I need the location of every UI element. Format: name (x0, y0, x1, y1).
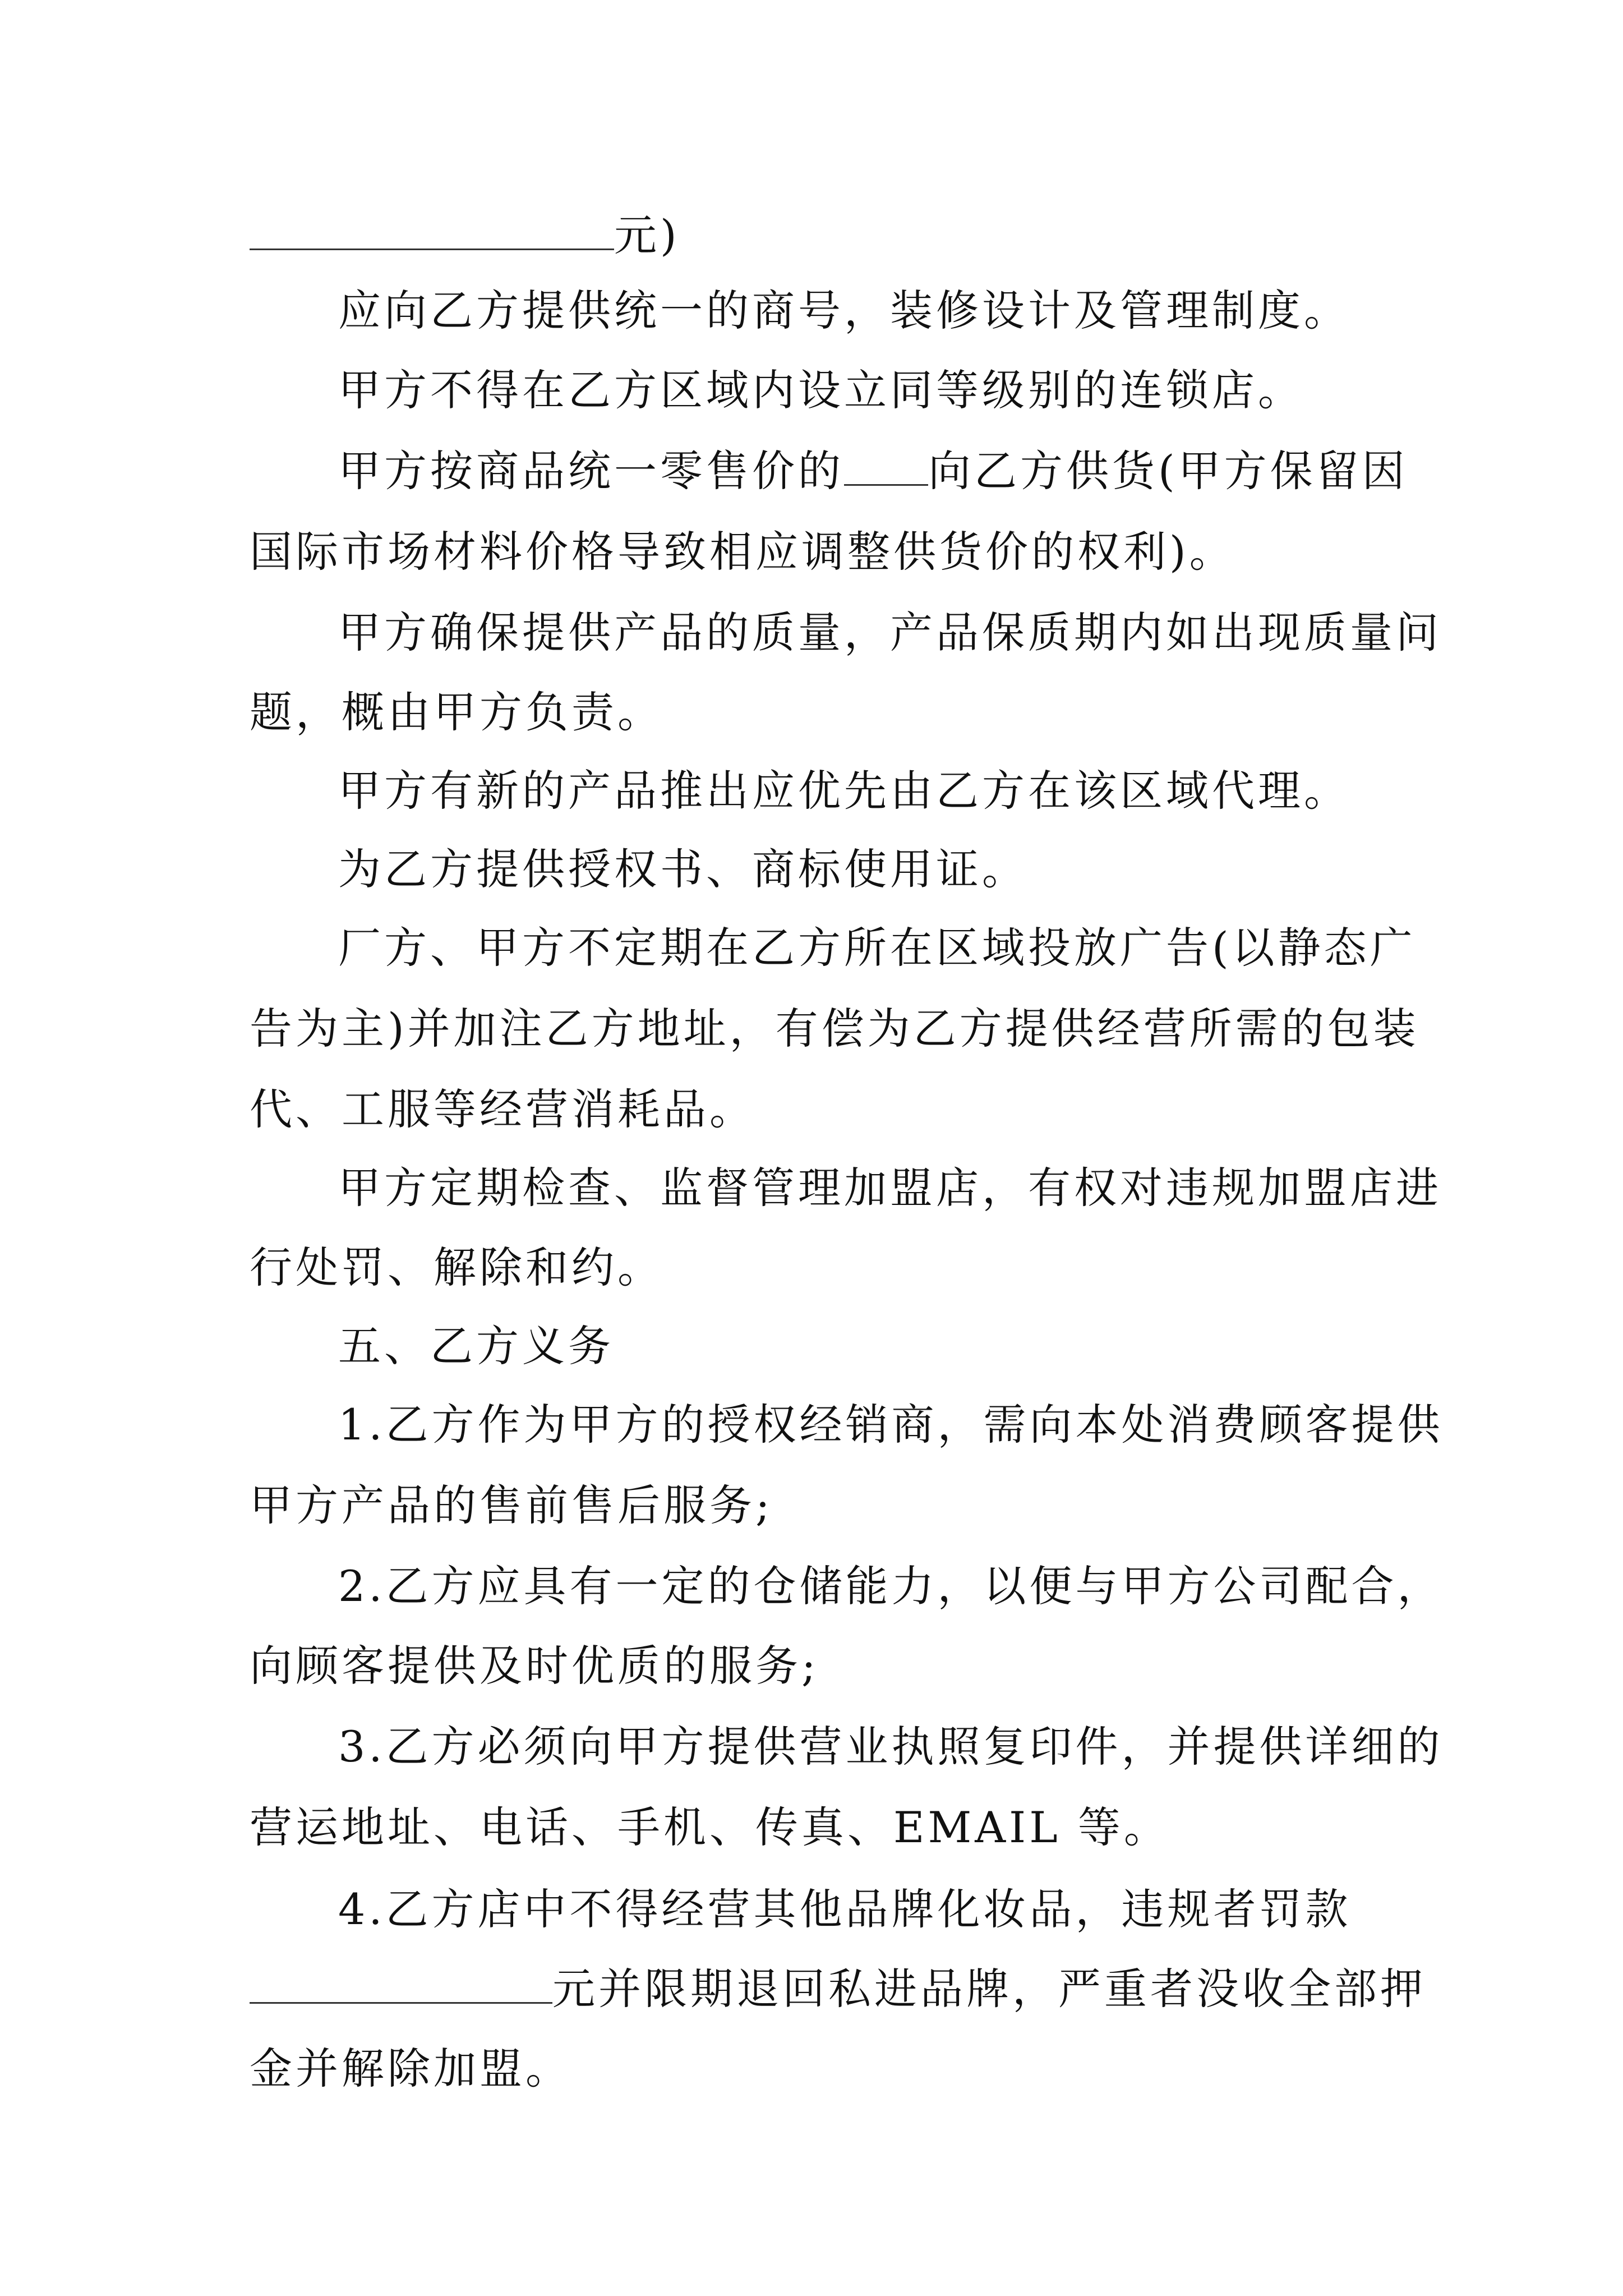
line-text: 向乙方供货(甲方保留因 (928, 446, 1408, 496)
doc-line-7: 题，概由甲方负责。 (250, 687, 663, 737)
doc-line-3: 甲方不得在乙方区域内设立同等级别的连锁店。 (338, 365, 1304, 415)
doc-line-16: 1.乙方作为甲方的授权经销商，需向本处消费顾客提供 (338, 1400, 1444, 1450)
doc-line-10: 厂方、甲方不定期在乙方所在区域投放广告(以静态广 (338, 923, 1416, 973)
doc-line-12: 代、工服等经营消耗品。 (250, 1084, 755, 1134)
doc-line-19: 向顾客提供及时优质的服务; (250, 1641, 819, 1691)
doc-line-6: 甲方确保提供产品的质量，产品保质期内如出现质量问 (338, 608, 1442, 657)
doc-line-1 (250, 209, 680, 263)
doc-line-2: 应向乙方提供统一的商号，装修设计及管理制度。 (338, 286, 1350, 335)
doc-line-9: 为乙方提供授权书、商标使用证。 (338, 844, 1028, 894)
doc-line-21: 营运地址、电话、手机、传真、EMAIL 等。 (250, 1802, 1170, 1852)
doc-line-4 (338, 444, 1408, 498)
doc-line-22: 4.乙方店中不得经营其他品牌化妆品，违规者罚款 (338, 1884, 1352, 1934)
doc-line-23 (250, 1962, 1426, 2016)
line-text: 元) (614, 210, 680, 260)
doc-line-8: 甲方有新的产品推出应优先由乙方在该区域代理。 (338, 766, 1350, 816)
fill-blank (250, 214, 614, 250)
doc-line-13: 甲方定期检查、监督管理加盟店，有权对违规加盟店进 (338, 1163, 1442, 1213)
fill-blank (250, 1967, 552, 2004)
doc-line-14: 行处罚、解除和约。 (250, 1243, 663, 1292)
line-text: 甲方按商品统一零售价的 (338, 446, 844, 496)
doc-line-20: 3.乙方必须向甲方提供营业执照复印件，并提供详细的 (338, 1722, 1444, 1772)
doc-line-17: 甲方产品的售前售后服务; (250, 1480, 773, 1530)
doc-line-24: 金并解除加盟。 (250, 2044, 571, 2093)
section-heading: 五、乙方义务 (338, 1321, 614, 1371)
line-text: 元并限期退回私进品牌，严重者没收全部押 (552, 1964, 1426, 2014)
doc-line-5: 国际市场材料价格导致相应调整供货价的权利)。 (250, 527, 1235, 577)
doc-line-11: 告为主)并加注乙方地址，有偿为乙方提供经营所需的包装 (250, 1004, 1419, 1053)
fill-blank (844, 449, 928, 486)
doc-line-18: 2.乙方应具有一定的仓储能力，以便与甲方公司配合， (338, 1561, 1444, 1611)
